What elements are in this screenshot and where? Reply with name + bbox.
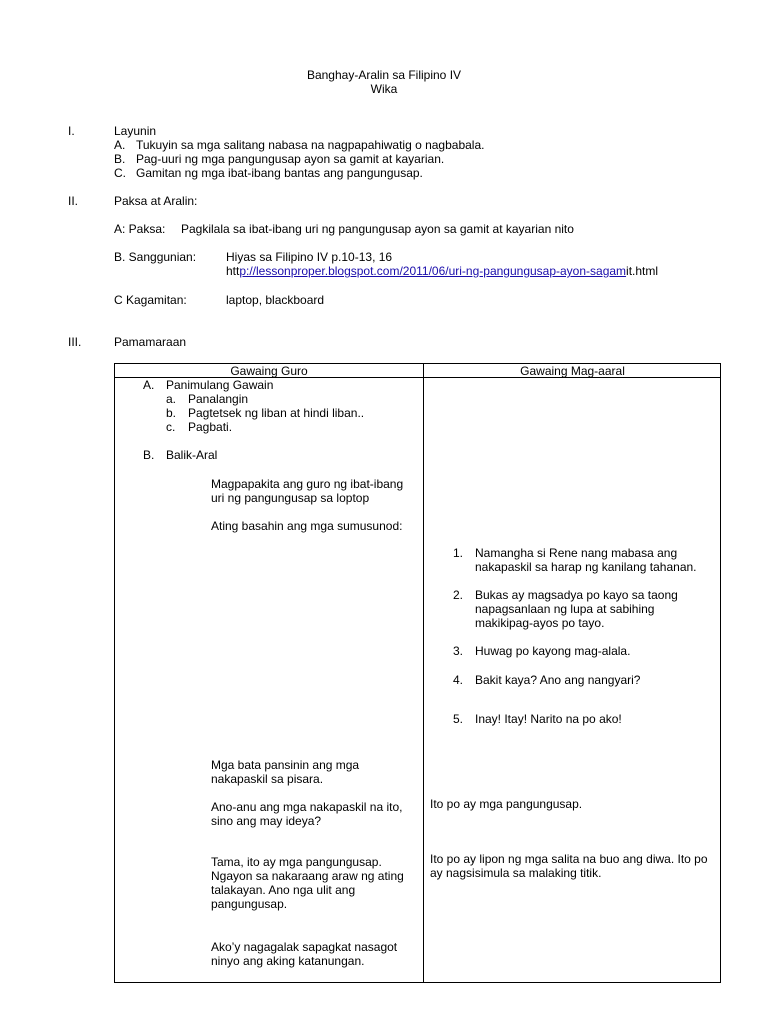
section-3-heading: Pamamaraan — [114, 335, 187, 349]
sentence-5-text: Inay! Itay! Narito na po ako! — [475, 712, 622, 726]
section-b-marker: B. — [143, 448, 155, 462]
guro-text-5: Tama, ito ay mga pangungusap. Ngayon sa nakaraang araw ng ating talakayan. Ano nga ulit ang pangungusap. — [211, 855, 404, 911]
item-a-marker: a. — [166, 392, 177, 406]
reference-url — [226, 264, 658, 278]
url-suffix: it.html — [626, 264, 659, 278]
procedure-table — [114, 363, 721, 983]
sentence-5-marker: 5. — [453, 712, 464, 726]
guro-text-3: Mga bata pansinin ang mga nakapaskil sa pisara. — [211, 758, 360, 786]
guro-text-2: Ating basahin ang mga sumusunod: — [211, 519, 403, 533]
sentence-4-text: Bakit kaya? Ano ang nangyari? — [475, 673, 641, 687]
col-header-guro: Gawaing Guro — [230, 364, 308, 378]
sentence-2-marker: 2. — [453, 588, 464, 602]
sentence-2-text: Bukas ay magsadya po kayo sa taong napagsanlaan ng lupa at sabihing makikipag-ayos po tayo. — [475, 588, 678, 630]
paksa-value: Pagkilala sa ibat-ibang uri ng pangungusap ayon sa gamit at kayarian nito — [181, 222, 574, 236]
paksa-label: A: Paksa: — [114, 222, 166, 236]
item-c-text: Pagbati. — [188, 420, 233, 434]
column-divider — [423, 364, 424, 982]
sentence-3-text: Huwag po kayong mag-alala. — [475, 644, 631, 658]
sentence-1-marker: 1. — [453, 546, 464, 560]
sentence-3-marker: 3. — [453, 644, 464, 658]
url-prefix: htt — [226, 264, 240, 278]
item-b-marker: b. — [166, 406, 177, 420]
objective-a-marker: A. — [114, 138, 126, 152]
mag-aaral-answer-2: Ito po ay lipon ng mga salita na buo ang diwa. Ito po ay nagsisimula sa malaking titik. — [430, 852, 708, 880]
section-3-numeral: III. — [68, 335, 82, 349]
document-subtitle: Wika — [370, 82, 398, 96]
mag-aaral-answer-1: Ito po ay mga pangungusap. — [430, 797, 583, 811]
objective-a-text: Tukuyin sa mga salitang nabasa na nagpapahiwatig o nagbabala. — [136, 138, 485, 152]
col-header-mag-aaral: Gawaing Mag-aaral — [520, 364, 625, 378]
kagamitan-label: C Kagamitan: — [114, 293, 187, 307]
sentence-1-text: Namangha si Rene nang mabasa ang nakapaskil sa harap ng kanilang tahanan. — [475, 546, 697, 574]
item-c-marker: c. — [166, 420, 176, 434]
sentence-4-marker: 4. — [453, 673, 464, 687]
section-a-title: Panimulang Gawain — [166, 378, 274, 392]
sanggunian-label: B. Sanggunian: — [114, 250, 197, 264]
section-b-title: Balik-Aral — [166, 448, 218, 462]
reference-link[interactable]: p://lessonproper.blogspot.com/2011/06/uri-ng-pangungusap-ayon-sagam — [239, 264, 627, 278]
guro-text-1: Magpapakita ang guro ng ibat-ibang uri ng pangungusap sa loptop — [211, 477, 404, 505]
item-a-text: Panalangin — [188, 392, 249, 406]
guro-text-4: Ano-anu ang mga nakapaskil na ito, sino ang may ideya? — [211, 800, 403, 828]
objective-c-marker: C. — [114, 166, 126, 180]
section-1-heading: Layunin — [114, 124, 157, 138]
sanggunian-value: Hiyas sa Filipino IV p.10-13, 16 — [226, 250, 393, 264]
section-2-numeral: II. — [68, 194, 79, 208]
guro-text-6: Ako’y nagagalak sapagkat nasagot ninyo ang aking katanungan. — [211, 940, 398, 968]
item-b-text: Pagtetsek ng liban at hindi liban.. — [188, 406, 365, 420]
section-2-heading: Paksa at Aralin: — [114, 194, 198, 208]
objective-c-text: Gamitan ng mga ibat-ibang bantas ang pangungusap. — [136, 166, 423, 180]
objective-b-text: Pag-uuri ng mga pangungusap ayon sa gamit at kayarian. — [136, 152, 445, 166]
objective-b-marker: B. — [114, 152, 126, 166]
section-1-numeral: I. — [68, 124, 75, 138]
kagamitan-value: laptop, blackboard — [226, 293, 325, 307]
document-title: Banghay-Aralin sa Filipino IV — [306, 68, 462, 82]
section-a-marker: A. — [143, 378, 155, 392]
